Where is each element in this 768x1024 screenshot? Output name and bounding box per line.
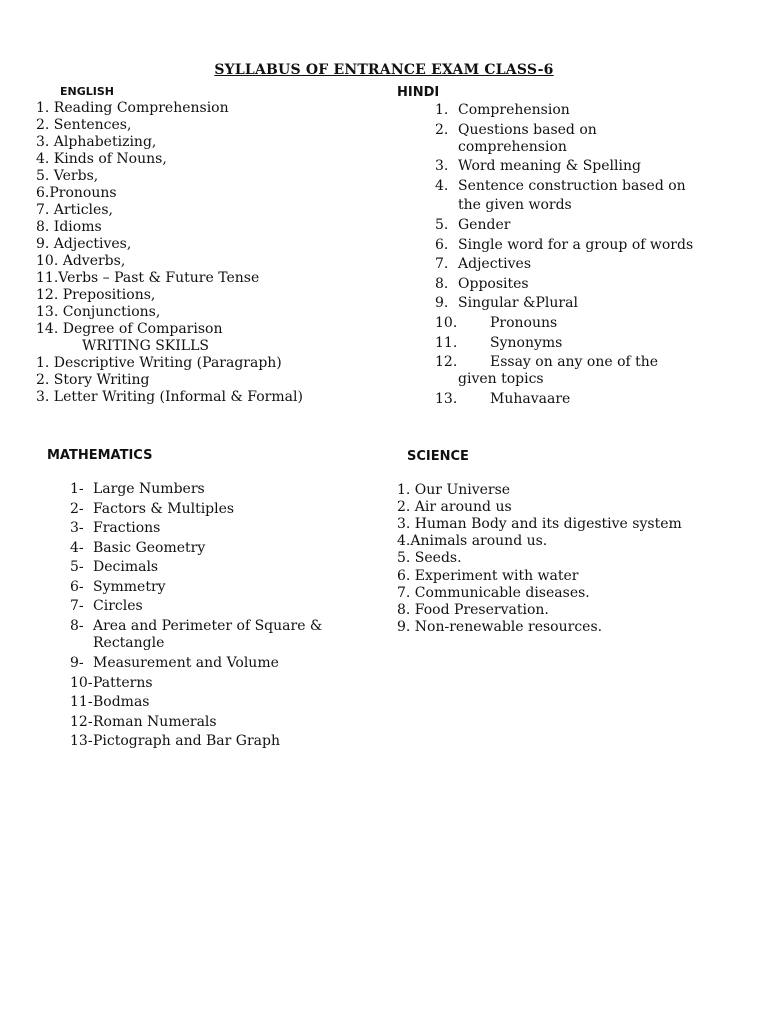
item-text: Symmetry <box>93 579 166 595</box>
item-text: Roman Numerals <box>93 714 217 730</box>
writing-skills-item: 3. Letter Writing (Informal & Formal) <box>36 389 303 405</box>
item-number: 8. <box>435 276 449 292</box>
science-list-item: 8. Food Preservation. <box>397 601 549 618</box>
english-list-item: 13. Conjunctions, <box>36 304 161 320</box>
english-list-item: 12. Prepositions, <box>36 287 156 303</box>
english-list-item: 1. Reading Comprehension <box>36 100 229 116</box>
item-number: 12. <box>435 354 458 370</box>
item-text: Gender <box>458 217 511 233</box>
science-list-item: 9. Non-renewable resources. <box>397 618 603 635</box>
item-text: Word meaning & Spelling <box>458 158 641 174</box>
item-text: Large Numbers <box>93 481 205 497</box>
item-text: Factors & Multiples <box>93 501 235 517</box>
item-number: 10. <box>435 315 458 331</box>
item-text: Bodmas <box>93 694 150 710</box>
item-number: 6. <box>435 237 449 253</box>
science-list-item: 7. Communicable diseases. <box>397 584 590 601</box>
english-list-item: 5. Verbs, <box>36 168 99 184</box>
item-text: Sentence construction based on <box>458 178 686 194</box>
science-list-item: 2. Air around us <box>397 499 512 516</box>
item-number: 1- <box>70 481 84 497</box>
english-list-item: 4. Kinds of Nouns, <box>36 151 167 167</box>
item-text: Circles <box>93 598 143 614</box>
english-list-item: 10. Adverbs, <box>36 253 126 269</box>
item-text: Muhavaare <box>490 391 571 407</box>
english-list-item: 9. Adjectives, <box>36 236 132 252</box>
item-text: Singular &Plural <box>458 295 578 311</box>
item-number: 5- <box>70 559 84 575</box>
english-list-item: 6.Pronouns <box>36 185 117 201</box>
item-number: 3. <box>435 158 449 174</box>
item-number: 13- <box>70 733 93 749</box>
item-text: Basic Geometry <box>93 540 206 556</box>
item-text: Pictograph and Bar Graph <box>93 733 280 749</box>
item-text: Synonyms <box>490 335 563 351</box>
item-number: 1. <box>435 102 449 118</box>
item-number: 5. <box>435 217 449 233</box>
english-list-item: 3. Alphabetizing, <box>36 134 157 150</box>
science-list-item: 5. Seeds. <box>397 550 462 567</box>
item-number: 13. <box>435 391 458 407</box>
science-list-item: 3. Human Body and its digestive system <box>397 516 682 533</box>
english-list-item: 8. Idioms <box>36 219 102 235</box>
item-number: 9- <box>70 655 84 671</box>
page-title: SYLLABUS OF ENTRANCE EXAM CLASS-6 <box>214 62 554 78</box>
writing-skills-heading: WRITING SKILLS <box>82 338 209 354</box>
item-number: 7. <box>435 256 449 272</box>
item-text: Essay on any one of the <box>490 354 659 370</box>
item-text: Fractions <box>93 520 161 536</box>
item-number: 11- <box>70 694 93 710</box>
item-number: 4- <box>70 540 84 556</box>
science-list-item: 4.Animals around us. <box>397 533 548 550</box>
item-number: 8- <box>70 618 84 634</box>
item-number: 9. <box>435 295 449 311</box>
item-text: Single word for a group of words <box>458 237 694 253</box>
item-number: 7- <box>70 598 84 614</box>
english-list-item: 11.Verbs – Past & Future Tense <box>36 270 260 286</box>
science-list-item: 1. Our Universe <box>397 482 511 498</box>
science-heading: SCIENCE <box>407 449 469 464</box>
science-list-item: 6. Experiment with water <box>397 567 579 584</box>
item-text: given topics <box>458 371 544 387</box>
item-text: Decimals <box>93 559 159 575</box>
item-text: Comprehension <box>458 102 570 118</box>
item-text: comprehension <box>458 139 567 155</box>
item-number: 11. <box>435 335 458 351</box>
item-number: 2- <box>70 501 84 517</box>
hindi-heading: HINDI <box>397 85 440 100</box>
english-list-item: 2. Sentences, <box>36 117 132 133</box>
item-text: Measurement and Volume <box>93 655 279 671</box>
writing-skills-item: 2. Story Writing <box>36 372 150 388</box>
item-text: Area and Perimeter of Square & <box>93 618 323 634</box>
writing-skills-item: 1. Descriptive Writing (Paragraph) <box>36 355 282 371</box>
item-text: Patterns <box>93 675 153 691</box>
item-number: 10- <box>70 675 93 691</box>
item-number: 4. <box>435 178 449 194</box>
item-number: 2. <box>435 122 449 138</box>
item-number: 6- <box>70 579 84 595</box>
item-text: Adjectives <box>458 256 532 272</box>
mathematics-heading: MATHEMATICS <box>47 448 153 463</box>
item-text: the given words <box>458 197 572 213</box>
english-list-item: 14. Degree of Comparison <box>36 321 223 337</box>
english-list-item: 7. Articles, <box>36 202 113 218</box>
item-number: 3- <box>70 520 84 536</box>
item-text: Opposites <box>458 276 529 292</box>
item-number: 12- <box>70 714 93 730</box>
item-text: Questions based on <box>458 122 597 138</box>
item-text: Rectangle <box>93 635 165 651</box>
english-heading: ENGLISH <box>60 85 114 98</box>
item-text: Pronouns <box>490 315 558 331</box>
